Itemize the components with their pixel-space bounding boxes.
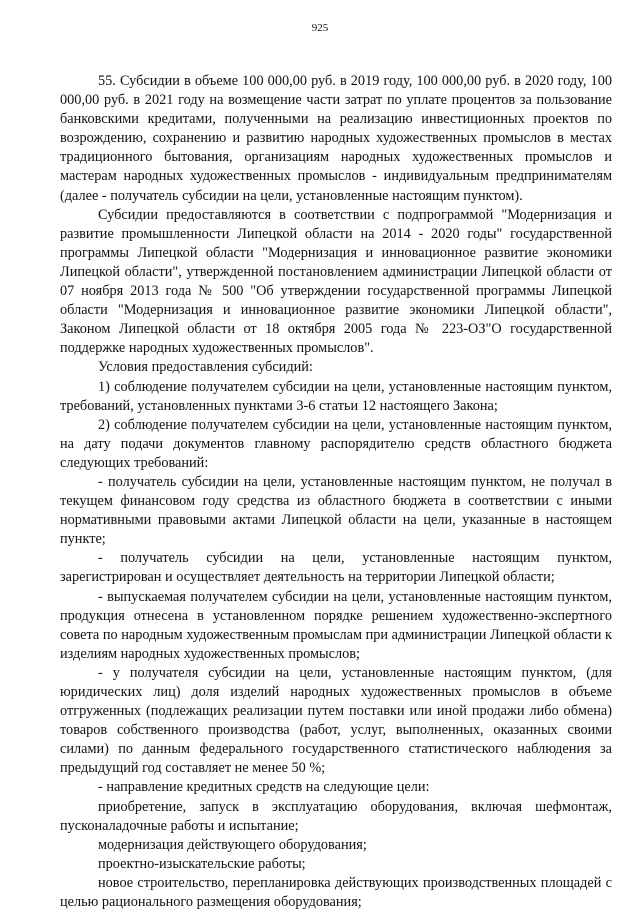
paragraph-condition-2: 2) соблюдение получателем субсидии на цели, установленные настоящим пунктом, на дату подачи документов главному распорядителю средств областного бюджета следующих требований: xyxy=(60,416,612,471)
paragraph-condition-1: 1) соблюдение получателем субсидии на цели, установленные настоящим пунктом, требований, установленных пунктами 3-6 статьи 12 настоящего Закона; xyxy=(60,378,612,414)
paragraph-credit-purposes: - направление кредитных средств на следующие цели: xyxy=(98,779,430,796)
paragraph-purpose-equipment: приобретение, запуск в эксплуатацию оборудования, включая шефмонтаж, пусконаладочные работы и испытание; xyxy=(60,798,612,834)
paragraph-purpose-design: проектно-изыскательские работы; xyxy=(98,855,306,872)
paragraph-item-55: 55. Субсидии в объеме 100 000,00 руб. в 2019 году, 100 000,00 руб. в 2020 году, 100 000,00 руб. в 2021 году на возмещение части затрат по уплате процентов за пользование банковскими кредитами, полученными на реализацию инвестиционных проектов по возрождению, сохранению и развитию народных художественных промыслов в местах традиционного бытования, организациям народных художественных промыслов и мастерам народных художественных промыслов - индивидуальным предпринимателям (далее - получатель субсидии на цели, установленные настоящим пунктом). xyxy=(60,73,612,204)
paragraph-conditions-heading: Условия предоставления субсидий: xyxy=(98,359,313,376)
document-body xyxy=(60,72,612,912)
page-number: 925 xyxy=(311,22,329,34)
paragraph-requirement-share: - у получателя субсидии на цели, установленные настоящим пунктом, (для юридических лиц) доля изделий народных художественных промыслов в объеме отгруженных (подлежащих реализации путем поставки или иной продажи либо обмена) товаров собственного производства (работ, услуг, выполненных, оказанных своими силами) по данным федерального государственного статистического наблюдения за предыдущий год составляет не менее 50 %; xyxy=(60,664,612,777)
paragraph-legal-basis: Субсидии предоставляются в соответствии с подпрограммой "Модернизация и развитие промышленности Липецкой области на 2014 - 2020 годы" государственной программы Липецкой области "Модернизация и инновационное развитие экономики Липецкой области", утвержденной постановлением администрации Липецкой области от 07 ноября 2013 года № 500 "Об утверждении государственной программы Липецкой области "Модернизация и инновационное развитие экономики Липецкой области", Законом Липецкой области от 18 октября 2005 года № 223-ОЗ"О государственной поддержке народных художественных промыслов". xyxy=(60,206,612,357)
paragraph-purpose-modernization: модернизация действующего оборудования; xyxy=(98,836,367,853)
paragraph-requirement-product: - выпускаемая получателем субсидии на цели, установленные настоящим пунктом, продукция отнесена в установленном порядке решением художественно-экспертного совета по народным художественным промыслам при администрации Липецкой области к изделиям народных художественных промыслов; xyxy=(60,588,612,662)
paragraph-requirement-no-funds: - получатель субсидии на цели, установленные настоящим пунктом, не получал в текущем финансовом году средства из областного бюджета в соответствии с иными нормативными правовыми актами Липецкой области на цели, указанные в настоящем пункте; xyxy=(60,473,612,548)
paragraph-purpose-construction: новое строительство, перепланировка действующих производственных площадей с целью рационального размещения оборудования; xyxy=(60,874,612,911)
paragraph-requirement-registered: - получатель субсидии на цели, установленные настоящим пунктом, зарегистрирован и осуществляет деятельность на территории Липецкой области; xyxy=(60,550,612,586)
